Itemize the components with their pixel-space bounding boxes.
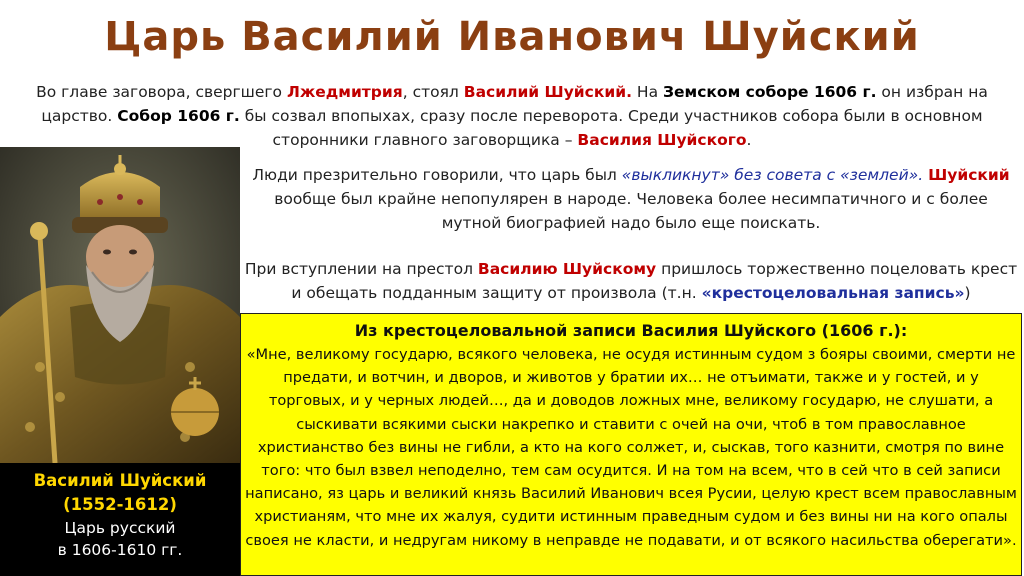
intro-text-3: На: [632, 83, 664, 101]
lzhedmitry-highlight: Лжедмитрия: [286, 83, 403, 101]
caption-role: Царь русский: [64, 519, 176, 537]
para2-text-3: ): [964, 284, 971, 302]
para1-text-1: Люди презрительно говорили, что царь был: [252, 166, 622, 184]
portrait-caption: [0, 463, 240, 576]
para2-zapis: «крестоцеловальная запись»: [701, 284, 965, 302]
vasily-highlight: Василия Шуйского: [577, 131, 747, 149]
para2-vasily: Василию Шуйскому: [477, 260, 657, 278]
intro-text-1: Во главе заговора, свергшего: [36, 83, 287, 101]
para2-text-2: пришлось торжественно поцеловать крест и обещать подданным защиту от произвола (т.н.: [291, 260, 1018, 302]
quote-text: «Мне, великому государю, всякого человека, не осудя истинным судом з бояры своими, смерти не предати, и вотчин, и дворов, и животов у братии их… не отъимати, также и у гостей, и у торговых, и у черных людей…, да и доводов ложных мне, великому государю, не слушати, а сыскивати всякими сыски накрепко и ставити с очей на очи, чтоб в том православное христианство без вины не гибли, а кто на кого солжет, и, сыскав, того казнити, смотря по вине того: что был взвел неподелно, тем сам осудится. И на том на всем, что в сей что в сей записи написано, яз царь и великий князь Василий Иванович всея Русии, целую крест всем православным христианям, что мне их жалуя, судити истинным праведным судом и без вины ни на кого опалы своея не класти, и недругам никому в неправде не подавати, и от всякого насильства оберегати».: [245, 346, 1017, 549]
oath-quote-box: [240, 313, 1022, 576]
intro-text-2: , стоял: [402, 83, 464, 101]
caption-years: (1552-1612): [63, 495, 177, 514]
intro-text-6: .: [746, 131, 752, 149]
para2-text-1: При вступлении на престол: [244, 260, 478, 278]
intro-text-5: бы созвал впопыхах, сразу после переворота. Среди участников собора были в основном сторонники главного заговорщика –: [239, 107, 983, 149]
portrait-image: [0, 147, 240, 463]
caption-name: Василий Шуйский: [33, 471, 207, 490]
intro-paragraph: [4, 80, 1020, 152]
sobor2-highlight: Собор 1606 г.: [117, 107, 240, 125]
tsar-portrait: [0, 147, 240, 463]
paragraph-popularity: [242, 163, 1020, 235]
para1-text-2: вообще был крайне непопулярен в народе. Человека более несимпатичного и с более мутной биографией надо было еще поискать.: [274, 190, 988, 232]
quote-heading: Из крестоцеловальной записи Василия Шуйского (1606 г.):: [354, 321, 908, 340]
sobor-highlight: Земском соборе 1606 г.: [663, 83, 877, 101]
intro-text-4: он избран на царство.: [41, 83, 988, 125]
caption-period: в 1606-1610 гг.: [57, 541, 183, 559]
page-title: Царь Василий Иванович Шуйский: [104, 14, 920, 60]
shuisky-highlight: Василий Шуйский.: [463, 83, 632, 101]
para1-shuisky: Шуйский: [928, 166, 1010, 184]
para1-quote: «выкликнут» без совета с «землей».: [621, 166, 924, 184]
paragraph-oath: [242, 257, 1020, 305]
